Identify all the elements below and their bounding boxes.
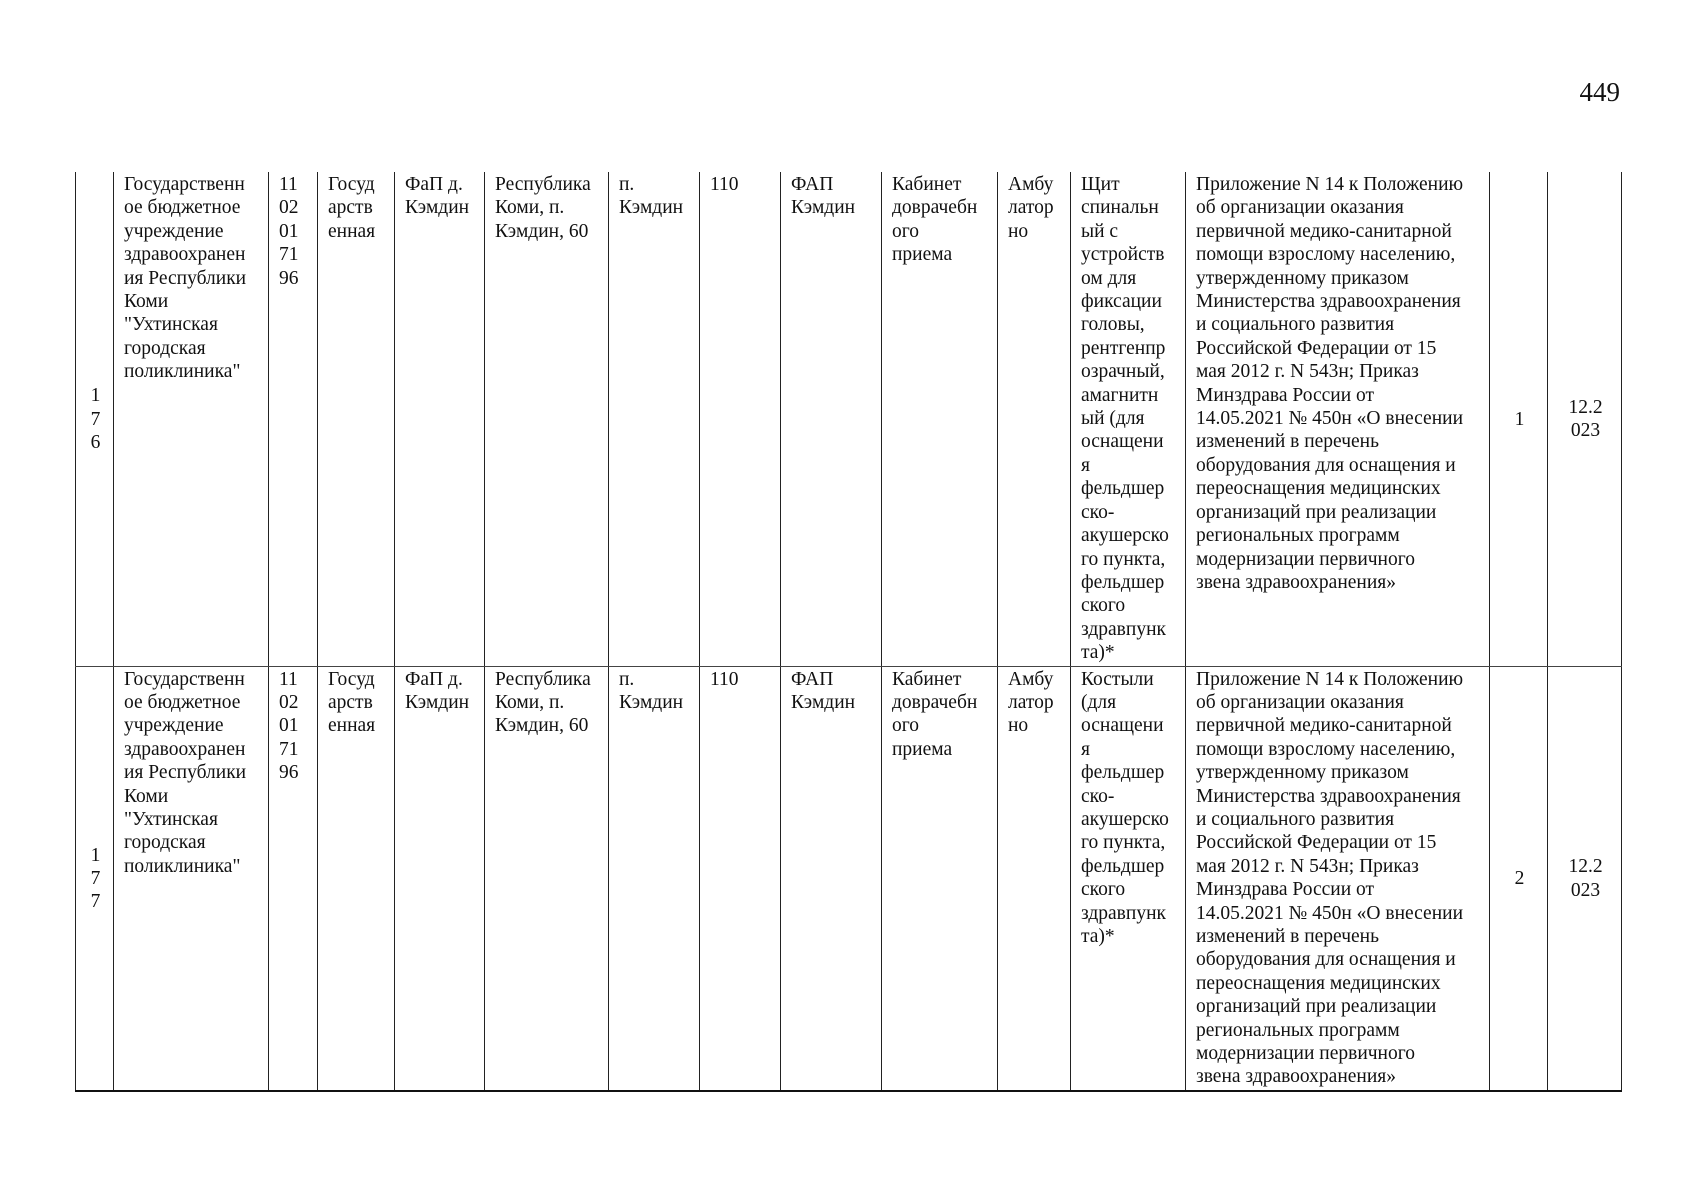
ownership-cell: Госуд арств енная	[318, 666, 395, 1091]
equipment-cell: Щит спинальн ый с устройств ом для фиксации головы, рентгенпр озрачный, амагнитн ый (для оснащени я фельдшер ско- акушерско го пункта, фельдшер ского здравпунк та)*	[1071, 172, 1186, 666]
quantity-cell: 1	[1490, 172, 1548, 666]
row-index: 1 7 7	[76, 666, 114, 1091]
care-type-cell: Амбу латор но	[998, 666, 1071, 1091]
subdivision-cell: ФАП Кэмдин	[781, 666, 882, 1091]
code-cell: 11 02 01 71 96	[269, 172, 318, 666]
quantity-cell: 2	[1490, 666, 1548, 1091]
unit-cell: ФаП д. Кэмдин	[395, 666, 485, 1091]
basis-cell: Приложение N 14 к Положению об организации оказания первичной медико-санитарной помощи взрослому населению, утвержденному приказом Министерства здравоохранения и социального развития Российской Федерации от 15 мая 2012 г. N 543н; Приказ Минздрава России от 14.05.2021 № 450н «О внесении изменений в перечень оборудования для оснащения и переоснащения медицинских организаций при реализации региональных программ модернизации первичного звена здравоохранения»	[1186, 172, 1490, 666]
organization-cell: Государственн ое бюджетное учреждение здравоохранен ия Республики Коми "Ухтинская городская поликлиника"	[114, 172, 269, 666]
table-row	[76, 172, 1622, 666]
settlement-cell: п. Кэмдин	[609, 172, 700, 666]
basis-cell: Приложение N 14 к Положению об организации оказания первичной медико-санитарной помощи взрослому населению, утвержденному приказом Министерства здравоохранения и социального развития Российской Федерации от 15 мая 2012 г. N 543н; Приказ Минздрава России от 14.05.2021 № 450н «О внесении изменений в перечень оборудования для оснащения и переоснащения медицинских организаций при реализации региональных программ модернизации первичного звена здравоохранения»	[1186, 666, 1490, 1091]
settlement-cell: п. Кэмдин	[609, 666, 700, 1091]
organization-cell: Государственн ое бюджетное учреждение здравоохранен ия Республики Коми "Ухтинская городская поликлиника"	[114, 666, 269, 1091]
date-cell: 12.2 023	[1548, 666, 1622, 1091]
date-cell: 12.2 023	[1548, 172, 1622, 666]
row-index: 1 7 6	[76, 172, 114, 666]
room-cell: Кабинет доврачебн ого приема	[882, 666, 998, 1091]
address-cell: Республика Коми, п. Кэмдин, 60	[485, 172, 609, 666]
table-row	[76, 666, 1622, 1091]
equipment-cell: Костыли (для оснащени я фельдшер ско- акушерско го пункта, фельдшер ского здравпунк та)*	[1071, 666, 1186, 1091]
equipment-table	[75, 172, 1622, 1092]
address-cell: Республика Коми, п. Кэмдин, 60	[485, 666, 609, 1091]
ownership-cell: Госуд арств енная	[318, 172, 395, 666]
room-cell: Кабинет доврачебн ого приема	[882, 172, 998, 666]
subdivision-cell: ФАП Кэмдин	[781, 172, 882, 666]
code-cell: 11 02 01 71 96	[269, 666, 318, 1091]
unit-cell: ФаП д. Кэмдин	[395, 172, 485, 666]
number-cell: 110	[700, 172, 781, 666]
page-number: 449	[1579, 77, 1620, 107]
care-type-cell: Амбу латор но	[998, 172, 1071, 666]
number-cell: 110	[700, 666, 781, 1091]
